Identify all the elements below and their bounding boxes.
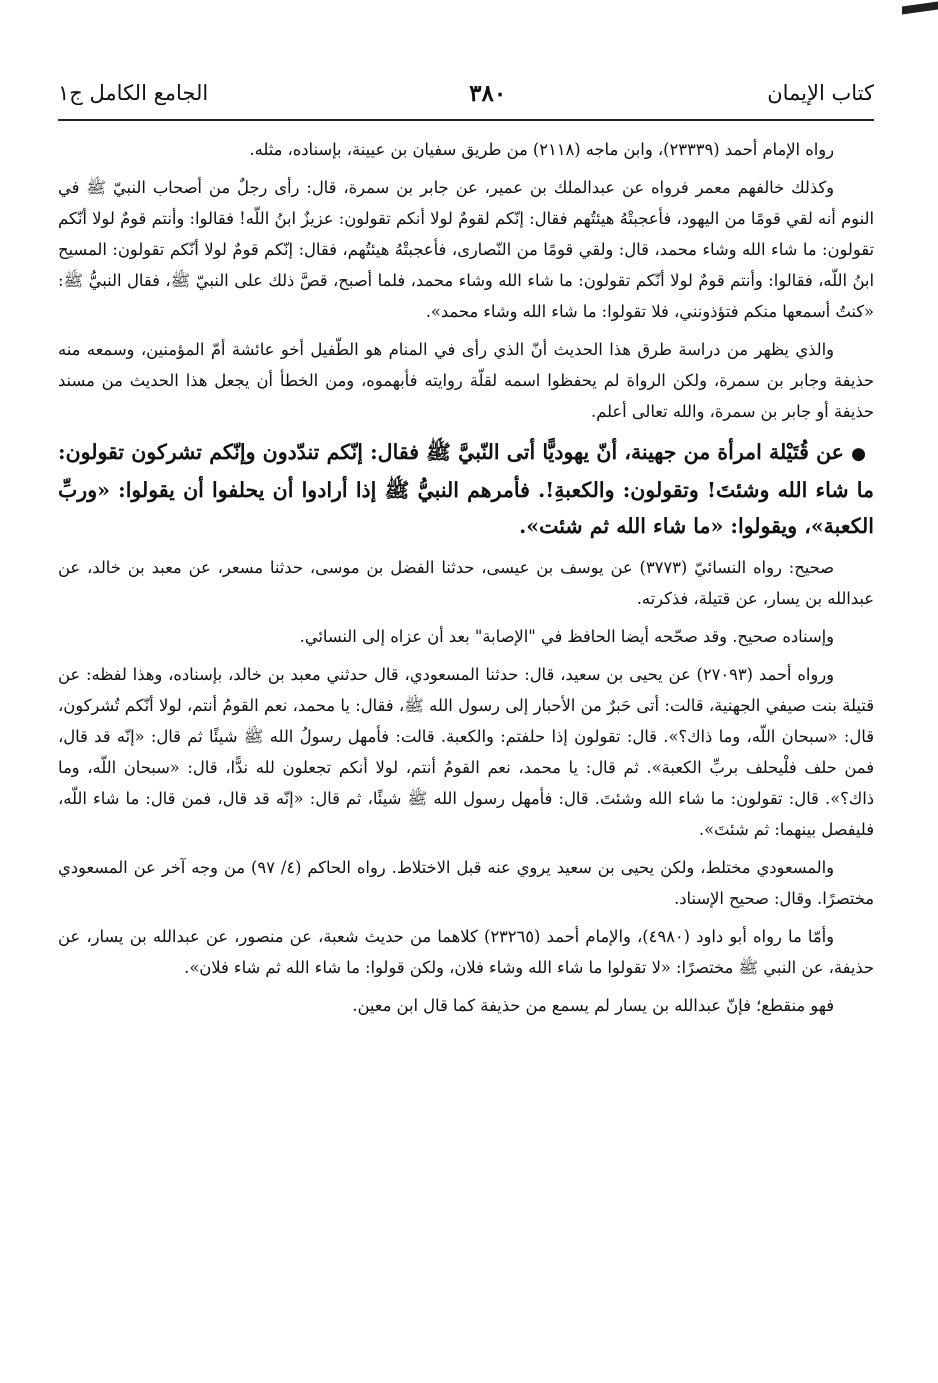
bullet-icon: ● <box>851 444 866 464</box>
page-header <box>58 72 874 114</box>
hadith-body: عن قُتَيْلة امرأة من جهينة، أنّ يهوديًّا أتى النّبيَّ ﷺ فقال: إنّكم تندّدون وإنّكم تشركون تقولون: ما شاء الله وشئتَ! وتقولون: والكعبةِ!. فأمرهم النبيُّ ﷺ إذا أرادوا أن يحلفوا أن يقولوا: «وربِّ الكعبة»، ويقولوا: «ما شاء الله ثم شئت». <box>58 440 874 538</box>
volume-title: الجامع الكامل ج١ <box>58 81 209 105</box>
hadith-text <box>58 434 874 544</box>
paragraph: فهو منقطع؛ فإنّ عبدالله بن يسار لم يسمع من حذيفة كما قال ابن معين. <box>352 996 834 1015</box>
paragraph: رواه الإمام أحمد (٢٣٣٣٩)، وابن ماجه (٢١١٨) من طريق سفيان بن عيينة، بإسناده، مثله. <box>249 140 834 159</box>
paragraph: وأمّا ما رواه أبو داود (٤٩٨٠)، والإمام أحمد (٢٣٢٦٥) كلاهما من حديث شعبة، عن منصور، عن عبدالله بن يسار، عن حذيفة، عن النبي ﷺ مختصرًا: «لا تقولوا ما شاء الله وشاء فلان، ولكن قولوا: ما شاء الله ثم شاء فلان». <box>58 927 874 977</box>
paragraph: والذي يظهر من دراسة طرق هذا الحديث أنّ الذي رأى في المنام هو الطّفيل أخو عائشة أمّ المؤمنين، وسمعه منه حذيفة وجابر بن سمرة، ولكن الرواة لم يحفظوا اسمه لقلّة روايته فأبهموه، ومن الخطأ أن يجعل هذا الحديث من مسند حذيفة أو جابر بن سمرة، والله تعالى أعلم. <box>58 340 874 421</box>
paragraph: والمسعودي مختلط، ولكن يحيى بن سعيد يروي عنه قبل الاختلاط. رواه الحاكم (٤/ ٩٧) من وجه آخر عن المسعودي مختصرًا. وقال: صحيح الإسناد. <box>58 858 874 908</box>
page-number: ٣٨٠ <box>469 79 507 107</box>
paragraph: صحيح: رواه النسائيّ (٣٧٧٣) عن يوسف بن عيسى، حدثنا الفضل بن موسى، حدثنا مسعر، عن معبد بن خالد، عن عبدالله بن يسار، عن قتيلة، فذكرته. <box>58 558 874 608</box>
scan-corner-mark <box>902 1 938 14</box>
book-title: كتاب الإيمان <box>767 81 874 105</box>
page-body <box>58 134 874 1344</box>
paragraph: وكذلك خالفهم معمر فرواه عن عبدالملك بن عمير، عن جابر بن سمرة، قال: رأى رجلٌ من أصحاب النبيّ ﷺ في النوم أنه لقي قومًا من اليهود، فأعجبتْهُ هيئتُهم فقال: إنّكم لقومٌ لولا أنكم تقولون: عزيزٌ ابنُ اللّه! فقالوا: وأنتم قومٌ لولا أنّكم تقولون: ما شاء الله وشاء محمد، قال: ولقي قومًا من النّصارى، فأعجبتْهُ هيئتُهم، فقال: إنّكم قومٌ لولا أنّكم تقولون: المسيح ابنُ اللّه، فقالوا: وأنتم قومٌ لولا أنّكم تقولون: ما شاء الله وشاء محمد، فلما أصبح، قصَّ ذلك على النبيّ ﷺ، فقال النبيُّ ﷺ: «كنتُ أسمعها منكم فتؤذونني، فلا تقولوا: ما شاء الله وشاء محمد». <box>58 178 874 321</box>
header-rule <box>58 119 874 121</box>
paragraph: ورواه أحمد (٢٧٠٩٣) عن يحيى بن سعيد، قال: حدثنا المسعودي، قال حدثني معبد بن خالد، بإسناده، وهذا لفظه: عن قتيلة بنت صيفي الجهنية، قالت: أتى حَبرٌ من الأحبار إلى رسول الله ﷺ، فقال: يا محمد، نعم القومُ أنتم، لولا أنّكم تُشركون، قال: «سبحان اللّه، وما ذاك؟». قال: تقولون إذا حلفتم: والكعبة. قالت: فأمهل رسولُ الله ﷺ شيئًا ثم قال: «إنّه قد قال، فمن حلف فلْيحلف بربِّ الكعبة». ثم قال: يا محمد، نعم القومُ أنتم، لولا أنكم تجعلون لله ندًّا، قال: «سبحان اللّه، وما ذاك؟». قال: تقولون: ما شاء الله وشئتَ. قال: فأمهل رسول الله ﷺ شيئًا، ثم قال: «إنّه قد قال، فمن قال: ما شاء اللّه، فليفصل بينهما: ثم شئتَ». <box>58 665 874 839</box>
paragraph: وإسناده صحيح. وقد صحّحه أيضا الحافظ في "الإصابة" بعد أن عزاه إلى النسائي. <box>299 627 834 646</box>
